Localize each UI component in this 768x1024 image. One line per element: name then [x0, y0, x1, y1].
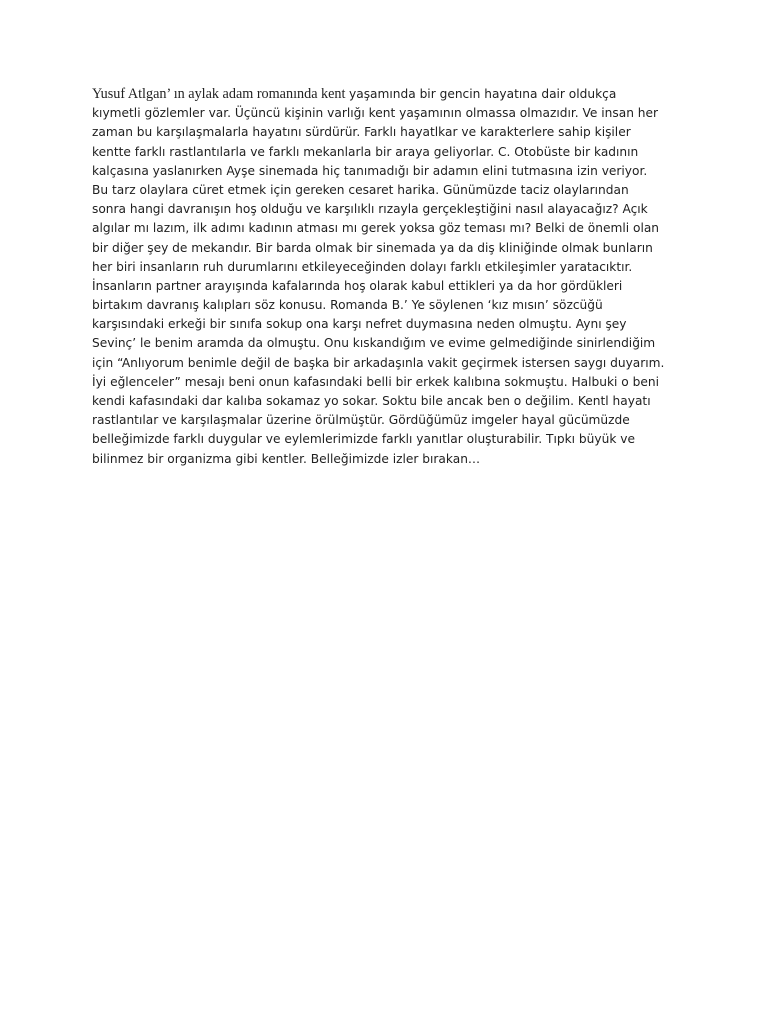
text-run: yaşamında bir gencin hayatına dair oldukça [349, 87, 617, 101]
text-line: kalçasına yaslanırken Ayşe sinemada hiç tanımadığı bir adamın elini tutmasına izin veriyor. [92, 163, 648, 178]
body-paragraph [92, 85, 692, 469]
text-line: için “Anlıyorum benimle değil de başka bir arkadaşınla vakit geçirmek istersen saygı duyarım. [92, 355, 665, 370]
text-line: birtakım davranış kalıpları söz konusu. Romanda B.’ Ye söylenen ‘kız mısın’ sözcüğü [92, 298, 603, 313]
text-line: karşısındaki erkeği bir sınıfa sokup ona karşı nefret duymasına neden olmuştu. Aynı şey [92, 317, 627, 332]
text-line [92, 85, 692, 104]
text-line: İyi eğlenceler” mesajı beni onun kafasındaki belli bir erkek kalıbına sokmuştu. Halbuki o beni [92, 374, 659, 389]
text-line: kendi kafasındaki dar kalıba sokamaz yo sokar. Soktu bile ancak ben o değilim. Kentl hayatı [92, 394, 651, 408]
text-line: rastlantılar ve karşılaşmalar üzerine örülmüştür. Gördüğümüz imgeler hayal gücümüzde [92, 413, 630, 428]
text-line: bir diğer şey de mekandır. Bir barda olmak bir sinemada ya da diş kliniğinde olmak bunların [92, 240, 653, 255]
text-line: belleğimizde farklı duygular ve eylemlerimizde farklı yanıtlar oluşturabilir. Tıpkı büyük ve [92, 432, 635, 447]
text-line: sonra hangi davranışın hoş olduğu ve karşılıklı rızayla gerçekleştiğini nasıl alayacağız? Açık [92, 202, 648, 217]
text-line: her biri insanların ruh durumlarını etkileyeceğinden dolayı farklı etkileşimler yaratacıktır. [92, 259, 633, 274]
text-line: Sevinç’ le benim aramda da olmuştu. Onu kıskandığım ve evime gelmediğinde sinirlendiğim [92, 336, 656, 351]
text-line: zaman bu karşılaşmalarla hayatını sürdürür. Farklı hayatlkar ve karakterlere sahip kişiler [92, 125, 631, 140]
text-line: İnsanların partner arayışında kafalarında hoş olarak kabul ettikleri ya da hor gördükleri [92, 278, 623, 293]
text-run-serif: Yusuf Atlgan’ ın aylak adam romanında kent [92, 86, 350, 102]
text-line: kentte farklı rastlantılarla ve farklı mekanlarla bir araya geliyorlar. C. Otobüste bir kadının [92, 144, 639, 159]
text-line: kıymetli gözlemler var. Üçüncü kişinin varlığı kent yaşamının olmassa olmazıdır. Ve insan her [92, 106, 659, 121]
text-line: Bu tarz olaylara cüret etmek için gereken cesaret harika. Günümüzde taciz olaylarından [92, 182, 629, 197]
text-line: algılar mı lazım, ilk adımı kadının atması mı gerek yoksa göz teması mı? Belki de önemli olan [92, 221, 660, 236]
text-line: bilinmez bir organizma gibi kentler. Belleğimizde izler bırakan… [92, 451, 481, 466]
